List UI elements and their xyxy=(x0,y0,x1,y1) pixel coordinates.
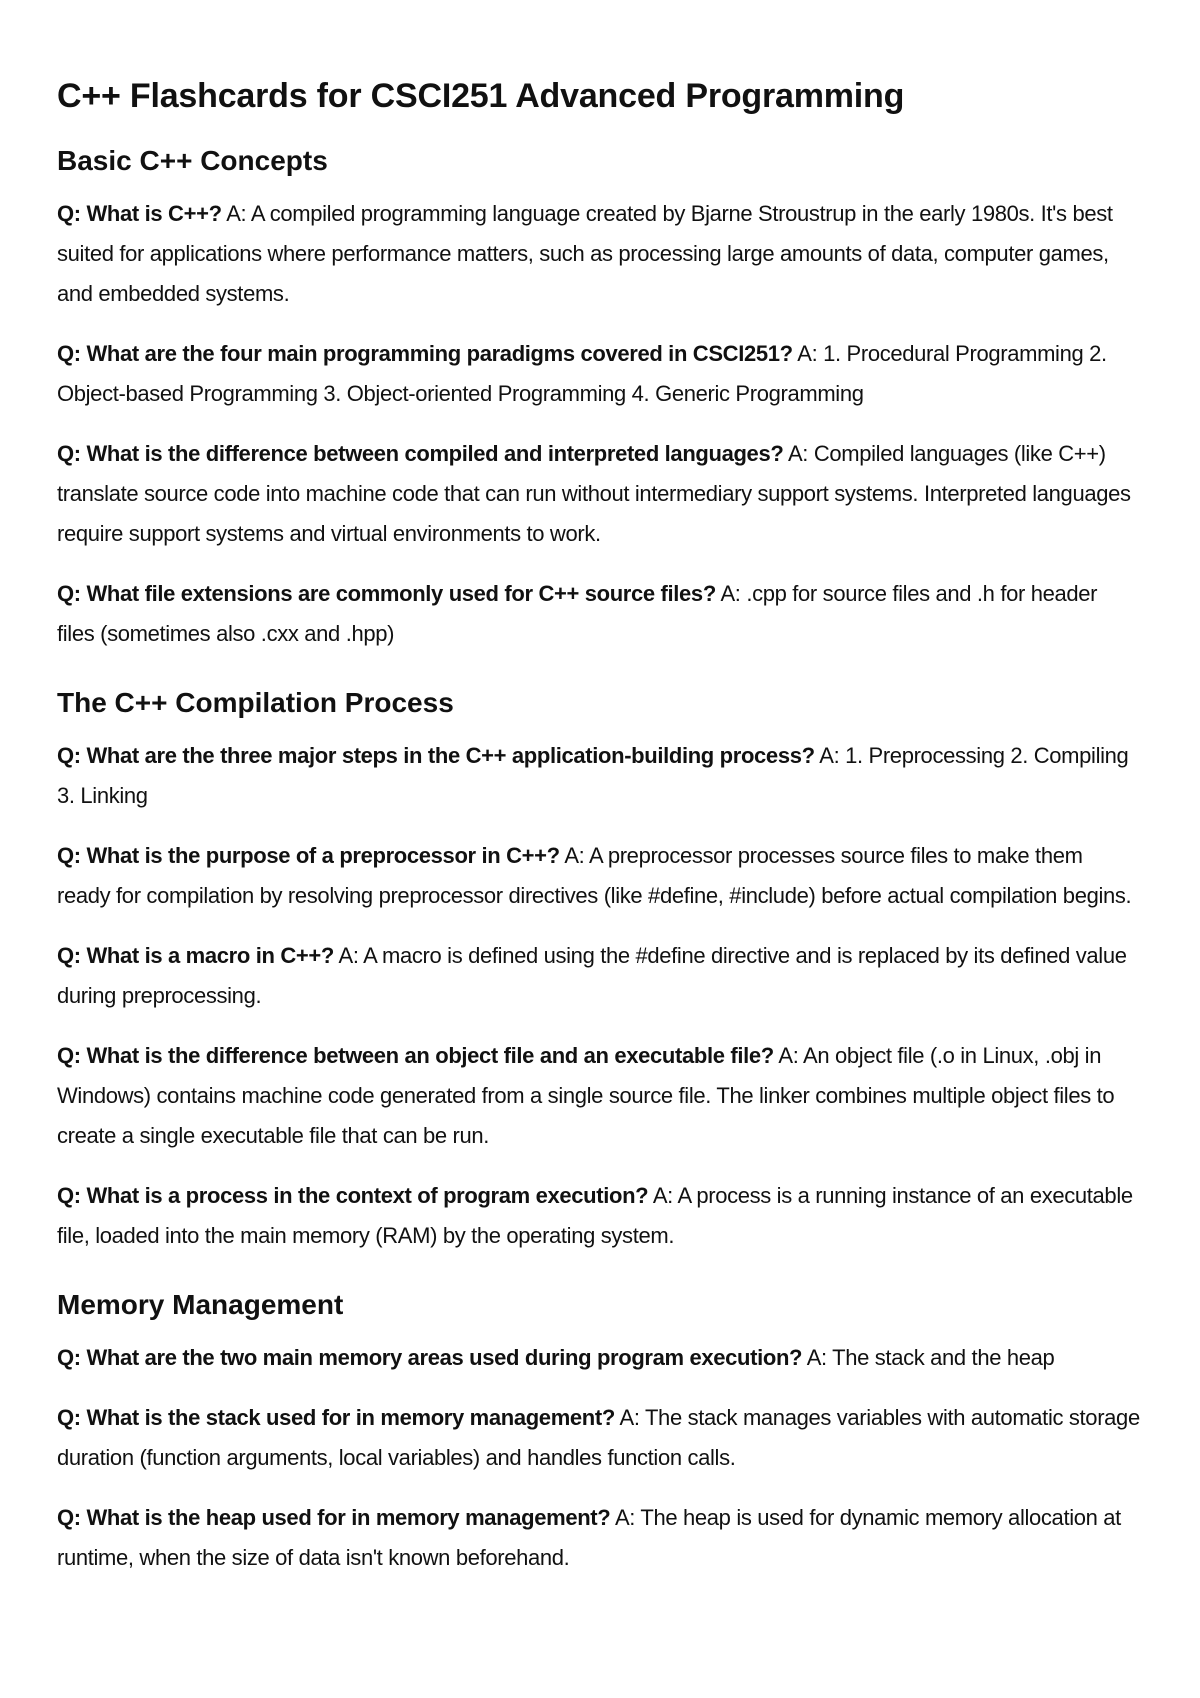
flashcard xyxy=(57,1498,1140,1578)
flashcard xyxy=(57,836,1140,916)
flashcard-question: Q: What is the purpose of a preprocessor in C++? xyxy=(57,843,560,868)
flashcard xyxy=(57,936,1140,1016)
flashcard xyxy=(57,1398,1140,1478)
flashcard-answer: A: A process is a running instance of an executable file, loaded into the main memory (RAM) by the operating system. xyxy=(57,1183,1133,1248)
flashcard-question: Q: What is the stack used for in memory management? xyxy=(57,1405,615,1430)
flashcard-question: Q: What is the heap used for in memory management? xyxy=(57,1505,611,1530)
flashcard-question: Q: What is the difference between an object file and an executable file? xyxy=(57,1043,774,1068)
flashcard-question: Q: What are the four main programming paradigms covered in CSCI251? xyxy=(57,341,793,366)
document-title: C++ Flashcards for CSCI251 Advanced Programming xyxy=(57,77,905,115)
flashcard-question: Q: What file extensions are commonly used for C++ source files? xyxy=(57,581,716,606)
flashcard-question: Q: What is a macro in C++? xyxy=(57,943,334,968)
flashcard-question: Q: What is C++? xyxy=(57,201,222,226)
flashcard xyxy=(57,194,1140,314)
flashcard xyxy=(57,1338,1140,1378)
section-basic-concepts xyxy=(57,142,1140,654)
flashcard-question: Q: What are the three major steps in the C++ application-building process? xyxy=(57,743,815,768)
flashcard-answer: A: The stack manages variables with automatic storage duration (function arguments, local variables) and handles function calls. xyxy=(57,1405,1140,1470)
section-compilation-process xyxy=(57,684,1140,1256)
flashcard-answer: A: .cpp for source files and .h for header files (sometimes also .cxx and .hpp) xyxy=(57,581,1098,646)
flashcard-answer: A: An object file (.o in Linux, .obj in Windows) contains machine code generated from a single source file. The linker combines multiple object files to create a single executable file that can be run. xyxy=(57,1043,1115,1148)
flashcard-answer: A: 1. Procedural Programming 2. Object-based Programming 3. Object-oriented Programming 4. Generic Programming xyxy=(57,341,1107,406)
section-heading: The C++ Compilation Process xyxy=(57,687,454,718)
flashcard xyxy=(57,574,1140,654)
flashcard xyxy=(57,736,1140,816)
flashcard-question: Q: What are the two main memory areas used during program execution? xyxy=(57,1345,803,1370)
flashcard-answer: A: 1. Preprocessing 2. Compiling 3. Linking xyxy=(57,743,1129,808)
flashcard-question: Q: What is the difference between compiled and interpreted languages? xyxy=(57,441,784,466)
flashcard-answer: A: A macro is defined using the #define directive and is replaced by its defined value during preprocessing. xyxy=(57,943,1127,1008)
flashcard-answer: A: The heap is used for dynamic memory allocation at runtime, when the size of data isn't known beforehand. xyxy=(57,1505,1121,1570)
flashcard xyxy=(57,434,1140,554)
flashcard xyxy=(57,1036,1140,1156)
flashcard-answer: A: The stack and the heap xyxy=(806,1345,1055,1370)
section-heading: Memory Management xyxy=(57,1289,344,1320)
flashcard-answer: A: A compiled programming language created by Bjarne Stroustrup in the early 1980s. It's best suited for applications where performance matters, such as processing large amounts of data, computer games, and embedded systems. xyxy=(57,201,1113,306)
flashcard xyxy=(57,334,1140,414)
flashcard-answer: A: Compiled languages (like C++) translate source code into machine code that can run without intermediary support systems. Interpreted languages require support systems and virtual environments to work. xyxy=(57,441,1131,546)
section-memory-management xyxy=(57,1286,1140,1578)
section-heading: Basic C++ Concepts xyxy=(57,145,328,176)
flashcard-question: Q: What is a process in the context of program execution? xyxy=(57,1183,649,1208)
flashcard xyxy=(57,1176,1140,1256)
flashcard-answer: A: A preprocessor processes source files to make them ready for compilation by resolving preprocessor directives (like #define, #include) before actual compilation begins. xyxy=(57,843,1132,908)
